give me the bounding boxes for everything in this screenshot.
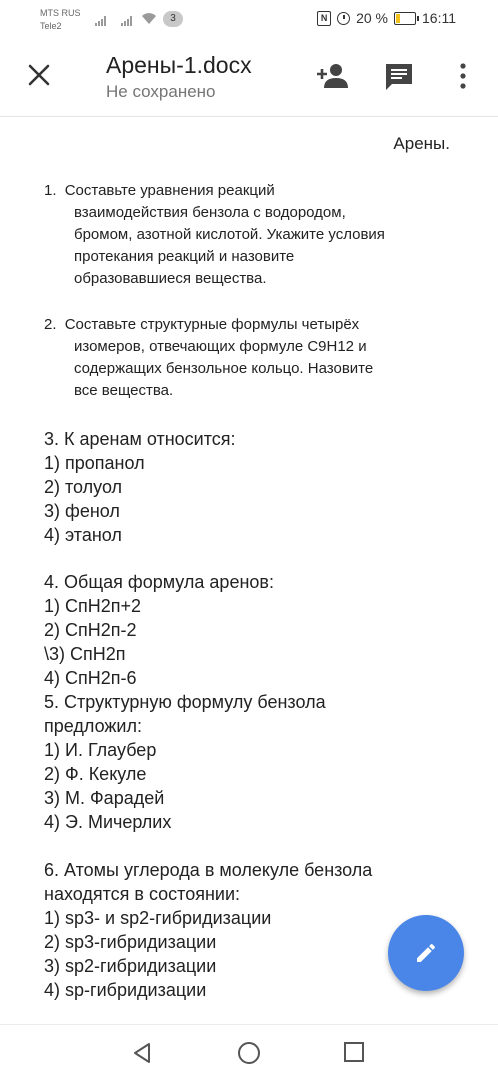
task-line: Составьте структурные формулы четырёх	[64, 316, 360, 333]
back-icon[interactable]	[130, 1041, 154, 1065]
more-vert-icon[interactable]	[458, 62, 468, 90]
task-line: Составьте уравнения реакций	[64, 182, 275, 199]
task-2	[44, 314, 464, 402]
wifi-icon	[141, 12, 157, 25]
answer-option: 4) этанол	[44, 525, 122, 545]
home-icon[interactable]	[237, 1041, 261, 1065]
status-bar	[0, 0, 498, 40]
battery-percent: 20 %	[356, 10, 388, 26]
comment-icon[interactable]	[384, 62, 414, 92]
edit-fab-button[interactable]	[388, 915, 464, 991]
save-status: Не сохранено	[106, 82, 216, 101]
document-title: Арены-1.docx	[106, 52, 252, 78]
alarm-icon	[337, 12, 350, 25]
answer-option: 2) sp3-гибридизации	[44, 932, 217, 952]
task-line: все вещества.	[74, 382, 174, 399]
answer-option: 1) пропанол	[44, 453, 145, 473]
task-1	[44, 180, 464, 290]
carrier-2: Tele2	[40, 21, 62, 31]
task-line: содержащих бензольное кольцо. Назовите	[74, 360, 374, 377]
answer-option: 3) фенол	[44, 501, 120, 521]
edit-pencil-icon	[414, 941, 438, 965]
question-text: 5. Структурную формулу бензола	[44, 692, 326, 712]
nfc-icon: N	[317, 11, 331, 26]
answer-option: 4) СпН2п-6	[44, 668, 137, 688]
task-line: взаимодействия бензола с водородом,	[74, 204, 346, 221]
document-body[interactable]	[0, 117, 498, 1023]
clock: 16:11	[422, 10, 456, 26]
battery-icon	[394, 12, 416, 25]
notification-badge: 3	[163, 11, 183, 27]
question-3	[44, 427, 464, 547]
question-4	[44, 570, 464, 690]
answer-option: 2) Ф. Кекуле	[44, 764, 147, 784]
answer-option: 1) sp3- и sp2-гибридизации	[44, 908, 272, 928]
answer-option: 1) СпН2п+2	[44, 596, 142, 616]
carrier-1: MTS RUS	[40, 8, 81, 18]
question-text: 3. К аренам относится:	[44, 429, 236, 449]
answer-option: 3) М. Фарадей	[44, 788, 165, 808]
answer-option: 4) sp-гибридизации	[44, 980, 207, 1000]
task-line: бромом, азотной кислотой. Укажите условия	[74, 226, 385, 243]
carrier-info	[40, 7, 81, 33]
answer-option: 2) СпН2п-2	[44, 620, 137, 640]
app-bar	[0, 40, 498, 117]
signal-icon	[121, 8, 133, 26]
answer-option: 4) Э. Мичерлих	[44, 812, 172, 832]
answer-option: 3) sp2-гибридизации	[44, 956, 217, 976]
task-number: 2.	[44, 316, 57, 333]
question-text: предложил:	[44, 716, 142, 736]
answer-option: 1) И. Глаубер	[44, 740, 157, 760]
signal-icon	[95, 8, 107, 26]
status-right	[317, 10, 456, 26]
document-heading: Арены.	[393, 134, 450, 153]
answer-option: 2) толуол	[44, 477, 123, 497]
close-icon[interactable]	[22, 58, 56, 92]
question-text: 4. Общая формула аренов:	[44, 572, 274, 592]
question-text: находятся в состоянии:	[44, 884, 241, 904]
task-line: образовавшиеся вещества.	[74, 270, 267, 287]
answer-option: \3) СпН2п	[44, 644, 126, 664]
recents-icon[interactable]	[343, 1041, 365, 1063]
question-text: 6. Атомы углерода в молекуле бензола	[44, 860, 373, 880]
task-line: изомеров, отвечающих формуле С9Н12 и	[74, 338, 367, 355]
share-add-person-icon[interactable]	[314, 62, 350, 90]
question-5	[44, 690, 464, 834]
task-line: протекания реакций и назовите	[74, 248, 295, 265]
task-number: 1.	[44, 182, 57, 199]
navigation-bar	[0, 1024, 498, 1081]
